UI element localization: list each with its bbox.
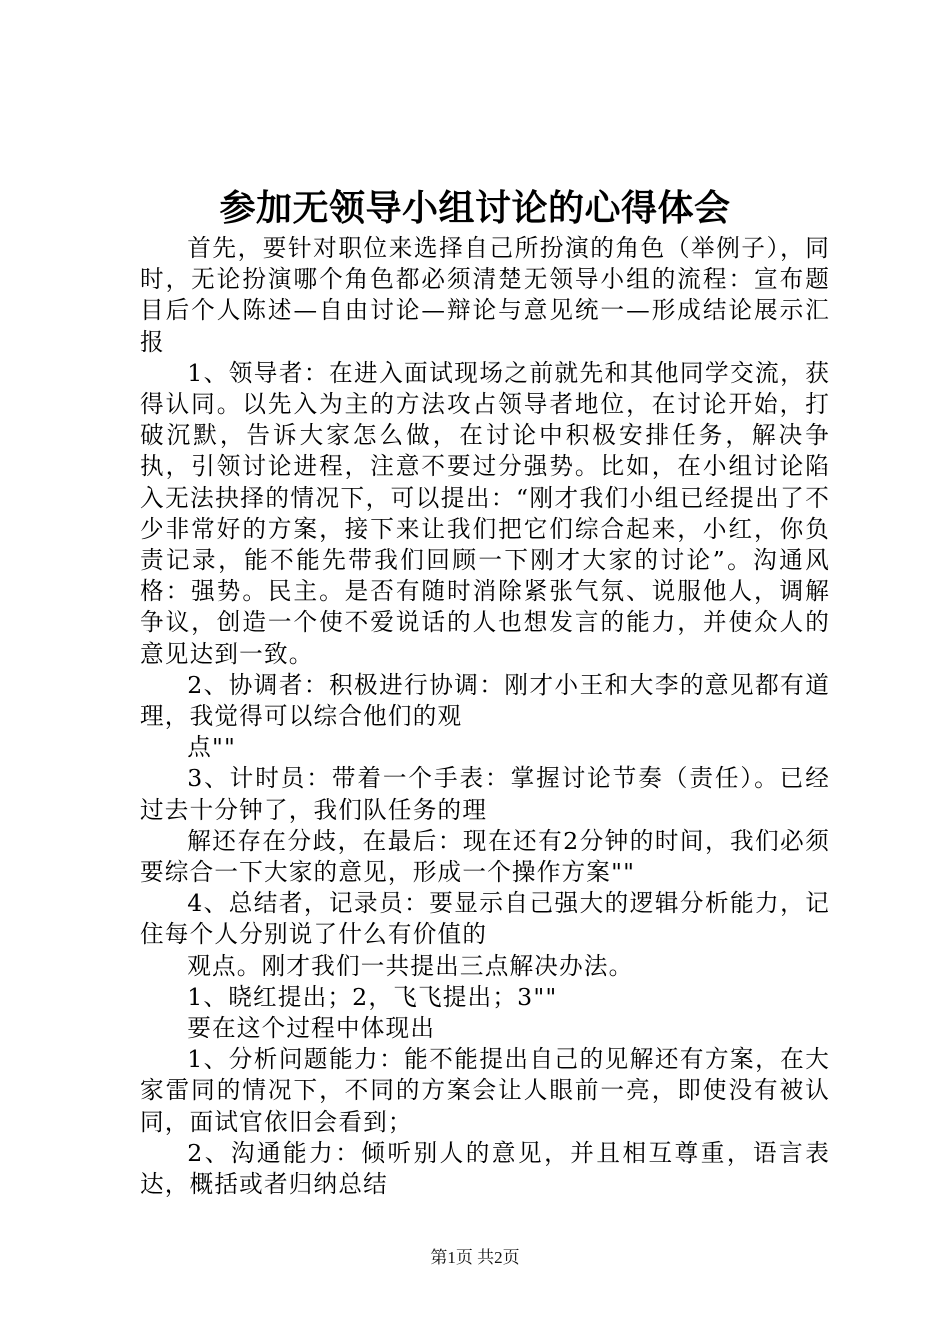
paragraph-reflect-intro: 要在这个过程中体现出 <box>187 1014 436 1043</box>
paragraph-timekeeper-role: 3、计时员：带着一个手表：掌握讨论节奏（责任）。已经过去十分钟了，我们队任务的理 <box>140 764 830 824</box>
paragraph-intro: 首先，要针对职位来选择自己所扮演的角色（举例子），同时，无论扮演哪个角色都必须清楚无领导小组的流程：宣布题目后个人陈述—自由讨论—辩论与意见统一—形成结论展示汇报 <box>140 234 830 356</box>
paragraph-summary-example: 1、晓红提出；2，飞飞提出；3"" <box>187 982 558 1011</box>
document-body <box>140 233 830 1200</box>
page-footer: 第1页 共2页 <box>430 1248 520 1267</box>
paragraph-communication-ability: 2、沟通能力：倾听别人的意见，并且相互尊重，语言表达，概括或者归纳总结 <box>140 1138 830 1199</box>
paragraph-summarizer-role: 4、总结者，记录员：要显示自己强大的逻辑分析能力，记住每个人分别说了什么有价值的 <box>140 889 830 949</box>
paragraph-coordinator-continued: 点"" <box>187 733 237 762</box>
paragraph-analysis-ability: 1、分析问题能力：能不能提出自己的见解还有方案，在大家雷同的情况下，不同的方案会让人眼前一亮，即使没有被认同，面试官依旧会看到； <box>140 1045 830 1136</box>
paragraph-summarizer-continued: 观点。刚才我们一共提出三点解决办法。 <box>187 951 634 980</box>
paragraph-leader-role: 1、领导者：在进入面试现场之前就先和其他同学交流，获得认同。以先入为主的方法攻占领导者地位，在讨论开始，打破沉默，告诉大家怎么做，在讨论中积极安排任务，解决争执，引领讨论进程，注意不要过分强势。比如，在小组讨论陷入无法抉择的情况下，可以提出：“刚才我们小组已经提出了不少非常好的方案，接下来让我们把它们综合起来，小红，你负责记录，能不能先带我们回顾一下刚才大家的讨论”。沟通风格：强势。民主。是否有随时消除紧张气氛、说服他人，调解争议，创造一个使不爱说话的人也想发言的能力，并使众人的意见达到一致。 <box>140 358 830 668</box>
document-title: 参加无领导小组讨论的心得体会 <box>219 188 731 229</box>
paragraph-timekeeper-continued: 解还存在分歧，在最后：现在还有2分钟的时间，我们必须要综合一下大家的意见，形成一个操作方案"" <box>140 826 830 887</box>
paragraph-coordinator-role: 2、协调者：积极进行协调：刚才小王和大李的意见都有道理，我觉得可以综合他们的观 <box>140 670 830 731</box>
